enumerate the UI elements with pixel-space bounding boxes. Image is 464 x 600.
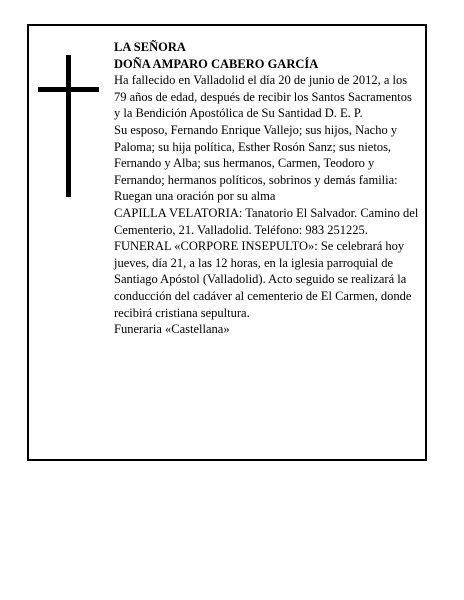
obituary-text [114, 39, 420, 338]
funeral-home: Funeraria «Castellana» [114, 322, 230, 337]
deceased-name: DOÑA AMPARO CABERO GARCÍA [114, 56, 319, 71]
prayer-request: Ruegan una oración por su alma [114, 189, 276, 204]
funeral-info: FUNERAL «CORPORE INSEPULTO»: Se celebrará hoy jueves, día 21, a las 12 horas, en la iglesia parroquial de Santiago Apóstol (Valladolid). Acto seguido se realizará la conducción del cadáver al cementerio de El Carmen, donde recibirá cristiana sepultura. [114, 239, 412, 320]
family-paragraph: Su esposo, Fernando Enrique Vallejo; sus hijos, Nacho y Paloma; su hija política, Esther Rosón Sanz; sus nietos, Fernando y Alba; sus hermanos, Carmen, Teodoro y Fernando; hermanos políticos, sobrinos y demás familia: [114, 122, 398, 187]
cross-horizontal-bar [38, 87, 99, 92]
chapel-info: CAPILLA VELATORIA: Tanatorio El Salvador. Camino del Cementerio, 21. Valladolid. Teléfono: 983 251225. [114, 205, 419, 237]
death-notice-paragraph: Ha fallecido en Valladolid el día 20 de junio de 2012, a los 79 años de edad, después de recibir los Santos Sacramentos y la Bendición Apostólica de Su Santidad D. E. P. [114, 73, 412, 121]
heading-title: LA SEÑORA [114, 40, 186, 54]
cross-vertical-bar [66, 55, 71, 197]
